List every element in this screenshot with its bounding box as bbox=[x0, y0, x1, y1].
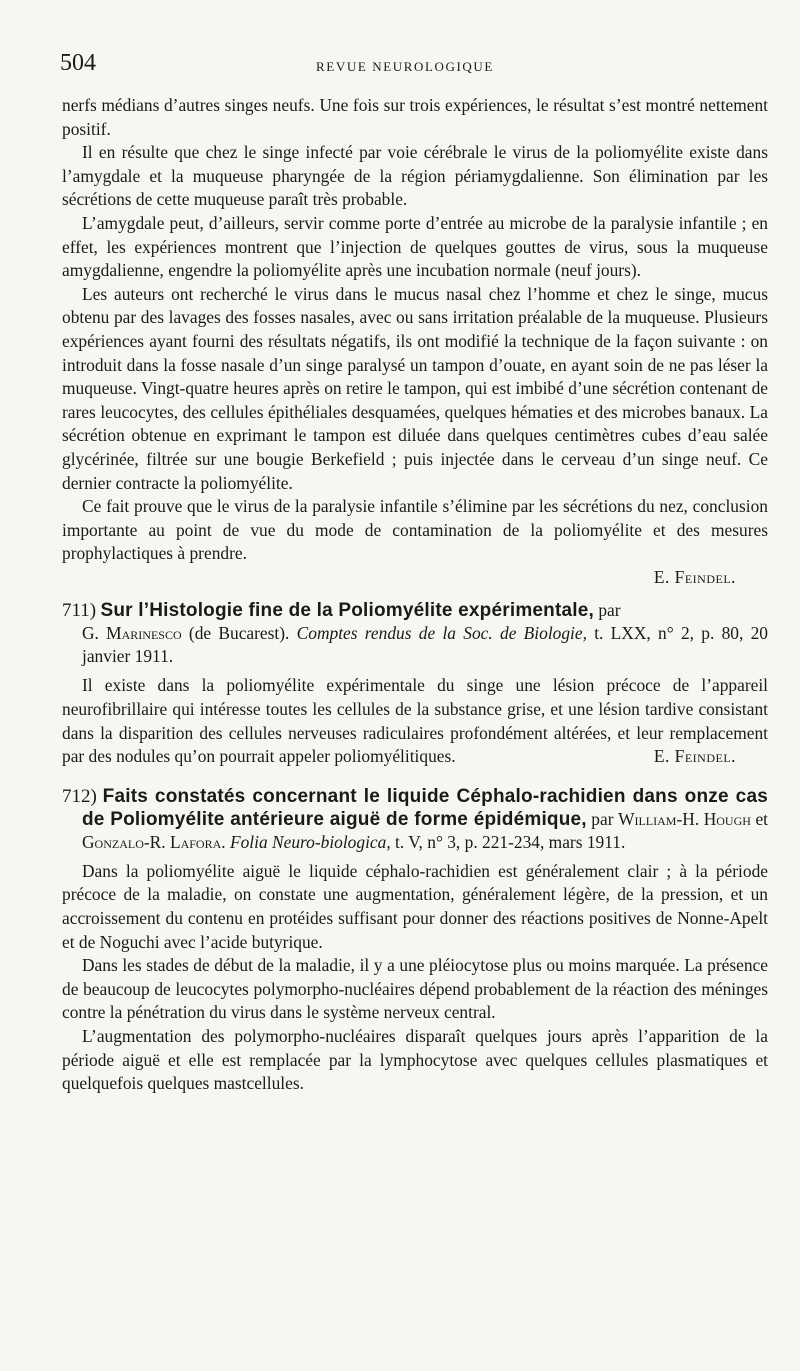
running-title: REVUE NEUROLOGIQUE bbox=[316, 59, 494, 74]
signature: E. Feindel. bbox=[653, 746, 736, 767]
entry-text bbox=[62, 674, 768, 768]
entry-title: Sur l’Histologie fine de la Poliomyélite expérimentale, bbox=[100, 600, 595, 622]
et-text: et bbox=[750, 808, 769, 829]
entry-text: L’augmentation des polymorpho-nucléaires disparaît quelques jours après l’apparition de la période aiguë et elle est remplacée par la lymphocytose avec quelques cellules plasmatiques et quelquefois quelques mastcellules. bbox=[62, 1026, 768, 1094]
entry-ref-tail: t. LXX, n° 2, p. 80, 20 janvier 1911. bbox=[82, 623, 768, 667]
entry-text: Dans la poliomyélite aiguë le liquide céphalo-rachidien est généralement clair ; à la période précoce de la maladie, on constate une augmentation, généralement légère, de la pression, et un accroissement du contenu en protéides suffisant pour donner des réactions positives de Nonne-Apelt et de Noguchi avec l’acide butyrique. bbox=[62, 860, 768, 952]
dot-text: . bbox=[221, 831, 230, 852]
entry-author-1: William-H. Hough bbox=[618, 808, 751, 829]
entry-heading bbox=[62, 785, 768, 854]
entry-number: 711) bbox=[62, 600, 97, 622]
entry-number: 712) bbox=[62, 785, 97, 807]
abstract-entry-711 bbox=[62, 599, 768, 768]
entry-title: Faits constatés concernant le liquide Céphalo-rachidien dans onze cas de Poliomyélite antérieure aiguë de forme épidémique, bbox=[82, 785, 768, 830]
paragraph: Il en résulte que chez le singe infecté par voie cérébrale le virus de la poliomyélite existe dans l’amygdale et la muqueuse pharyngée de la région périamygdalienne. Son élimination par les sécrétions de cette muqueuse paraît très probable. bbox=[62, 142, 768, 210]
par-text: par bbox=[594, 600, 621, 621]
entry-text: Dans les stades de début de la maladie, il y a une pléiocytose plus ou moins marquée. La présence de beaucoup de leucocytes polymorpho-nucléaires dépend probablement de la réaction des méninges contre la pénétration du virus dans le système nerveux central. bbox=[62, 955, 768, 1023]
page-number: 504 bbox=[60, 50, 96, 76]
paragraph: nerfs médians d’autres singes neufs. Une fois sur trois expériences, le résultat s’est montré nettement positif. bbox=[62, 95, 768, 139]
entry-ref-plain: (de Bucarest). bbox=[181, 623, 297, 644]
entry-journal: Comptes rendus de la Soc. de Biologie, bbox=[296, 623, 587, 644]
par-text: par bbox=[586, 808, 619, 829]
entry-heading bbox=[62, 599, 768, 668]
entry-author: G. Marinesco bbox=[82, 623, 182, 644]
page-body bbox=[62, 94, 768, 1096]
entry-author-2: Gonzalo-R. Lafora bbox=[82, 831, 222, 852]
entry-ref-tail: t. V, n° 3, p. 221-234, mars 1911. bbox=[390, 831, 626, 852]
entry-text-body: Il existe dans la poliomyélite expérimentale du singe une lésion précoce de l’appareil neurofibrillaire qui intéresse toutes les cellules de la substance grise, et une lésion tardive consistant dans la disparition des cellules nerveuses radiculaires profondément altérées, et leur remplacement par des nodules qu’on pourrait appeler poliomyélitiques. bbox=[62, 675, 768, 767]
abstract-entry-712 bbox=[62, 785, 768, 1096]
paragraph: Ce fait prouve que le virus de la paralysie infantile s’élimine par les sécrétions du nez, conclusion importante au point de vue du mode de contamination de la poliomyélite et des mesures prophylactiques à prendre. bbox=[62, 496, 768, 564]
entry-journal: Folia Neuro-biologica, bbox=[229, 831, 391, 852]
signature: E. Feindel. bbox=[653, 566, 736, 587]
page-header bbox=[60, 50, 750, 80]
paragraph: L’amygdale peut, d’ailleurs, servir comme porte d’entrée au microbe de la paralysie infantile ; en effet, les expériences montrent que l’injection de quelques gouttes de virus, sous la muqueuse amygdalienne, engendre la poliomyélite après une incubation normale (neuf jours). bbox=[62, 212, 768, 281]
paragraph: Les auteurs ont recherché le virus dans le mucus nasal chez l’homme et chez le singe, mucus obtenu par des lavages des fosses nasales, avec ou sans irritation préalable de la muqueuse. Plusieurs expériences ayant fourni des résultats négatifs, ils ont modifié la technique de la façon suivante : on introduit dans la fosse nasale d’un singe paralysé un tampon d’ouate, en ayant soin de ne pas léser la muqueuse. Vingt-quatre heures après on retire le tampon, qui est imbibé d’une sécrétion contenant de rares leucocytes, des cellules épithéliales desquamées, quelques hématies et des microbes banaux. La sécrétion obtenue en exprimant le tampon est diluée dans quelques centimètres cubes d’eau salée glycérinée, filtrée sur une bougie Berkefield ; puis injectée dans le cerveau d’un singe neuf. Ce dernier contracte la poliomyélite. bbox=[62, 283, 768, 493]
